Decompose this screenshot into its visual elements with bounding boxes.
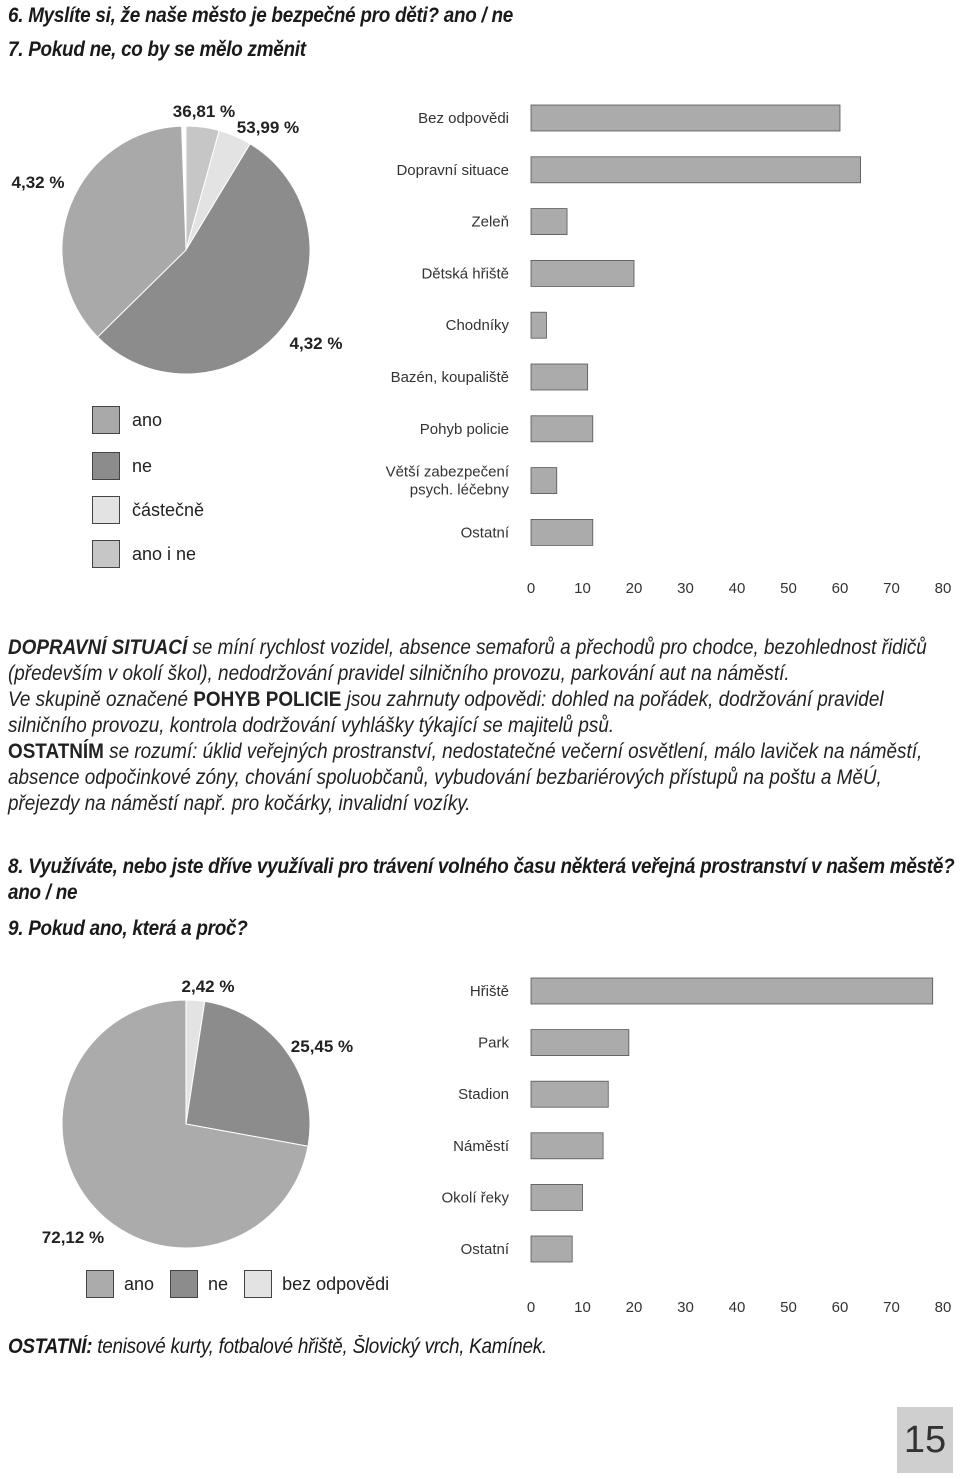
bar2-tick-6: 60 xyxy=(831,1299,849,1316)
paragraph-2-intro: Ve skupině označené xyxy=(8,688,194,711)
bar2-tick-8: 80 xyxy=(934,1299,952,1316)
legend2-label-bez-odpovedi: bez odpovědi xyxy=(282,1273,390,1294)
pie2-label-0: 72,12 % xyxy=(41,1228,105,1247)
bar1-category-4: Chodníky xyxy=(445,317,509,335)
pie2-label-1: 25,45 % xyxy=(290,1037,354,1056)
legend2-label-ne: ne xyxy=(208,1273,229,1294)
bar1-tick-3: 30 xyxy=(677,580,694,597)
bar2-category-4: Okolí řeky xyxy=(441,1189,509,1207)
bar2-category-3: Náměstí xyxy=(453,1137,509,1155)
bar2-bar-4 xyxy=(531,1184,583,1210)
pie1-label-0: 36,81 % xyxy=(172,102,236,121)
legend2-swatch-bez-odpovedi xyxy=(244,1270,272,1298)
legend2-item-ne xyxy=(170,1270,228,1298)
bar1-category-0: Bez odpovědi xyxy=(418,110,509,127)
legend2-item-bez-odpovedi xyxy=(244,1270,389,1298)
bar2-category-1: Park xyxy=(478,1034,509,1052)
paragraph-1-text: se míní rychlost vozidel, absence semaforů a přechodů pro chodce, bezohlednost řidičů (především v okolí škol), nedodržování pravidel silničního provozu, parkování aut na náměstí. xyxy=(8,636,927,685)
bar1-category-7: Větší zabezpečení xyxy=(385,463,509,481)
legend2-swatch-ano xyxy=(86,1270,114,1298)
term-ostatnim: OSTATNÍM xyxy=(8,740,104,763)
term-dopravni-situaci: DOPRAVNÍ SITUACÍ xyxy=(8,636,188,659)
bar2-tick-0: 0 xyxy=(526,1299,536,1316)
bar1-category-7-line1: psych. léčebny xyxy=(409,481,509,499)
bar2-bar-0 xyxy=(531,978,933,1004)
bar2-tick-7: 70 xyxy=(883,1299,900,1316)
question-8-text: 8. Využíváte, nebo jste dříve využívali pro trávení volného času některá veřejná prostranství v našem městě? xyxy=(8,855,955,878)
legend-label-castecne: částečně xyxy=(132,499,205,520)
bar1-category-8: Ostatní xyxy=(460,524,509,542)
bar1-category-2: Zeleň xyxy=(471,213,509,231)
pie1-label-2: 4,32 % xyxy=(289,334,343,353)
bar2-category-0: Hřiště xyxy=(469,983,509,1000)
bar1-category-6: Pohyb policie xyxy=(419,420,509,438)
legend-label-ne: ne xyxy=(132,455,153,476)
bar1-category-1: Dopravní situace xyxy=(396,161,509,179)
bar1-tick-5: 50 xyxy=(780,580,797,597)
legend-public-spaces xyxy=(86,1270,405,1298)
bar1-tick-8: 80 xyxy=(934,580,952,597)
paragraph-2-text: jsou zahrnuty odpovědi: dohled na pořádek, dodržování pravidel silničního provozu, kontrola dodržování vyhlášky týkající se majitelů psů. xyxy=(8,688,884,737)
bar2-tick-2: 20 xyxy=(625,1299,643,1316)
bar2-bar-5 xyxy=(531,1236,572,1262)
footer-note xyxy=(8,1335,547,1359)
legend2-swatch-ne xyxy=(170,1270,198,1298)
legend-label-ano-i-ne: ano i ne xyxy=(132,543,197,564)
bar2-bar-3 xyxy=(531,1133,603,1159)
bar1-tick-0: 0 xyxy=(526,580,536,597)
question-7: 7. Pokud ne, co by se mělo změnit xyxy=(8,38,306,61)
bar2-tick-5: 50 xyxy=(780,1299,797,1316)
term-pohyb-policie: POHYB POLICIE xyxy=(193,688,342,711)
question-9: 9. Pokud ano, která a proč? xyxy=(8,917,248,940)
footer-note-text: tenisové kurty, fotbalové hřiště, Šlovický vrch, Kamínek. xyxy=(92,1335,547,1358)
bar2-category-2: Stadion xyxy=(458,1086,509,1104)
bar2-category-5: Ostatní xyxy=(460,1241,509,1258)
bar2-tick-1: 10 xyxy=(574,1299,591,1316)
page-number: 15 xyxy=(897,1407,953,1473)
question-8-options: ano / ne xyxy=(8,881,78,904)
bar1-category-3: Dětská hřiště xyxy=(421,265,509,283)
bar1-tick-6: 60 xyxy=(831,580,849,597)
bar1-tick-2: 20 xyxy=(625,580,643,597)
legend-label-ano: ano xyxy=(132,409,163,430)
question-6: 6. Myslíte si, že naše město je bezpečné pro děti? ano / ne xyxy=(8,4,514,27)
footer-note-label: OSTATNÍ: xyxy=(8,1335,93,1358)
bar1-tick-4: 40 xyxy=(728,580,746,597)
pie1-label-1: 53,99 % xyxy=(236,118,300,137)
bar2-bar-1 xyxy=(531,1030,629,1056)
pie2-label-2: 2,42 % xyxy=(181,977,235,996)
bar1-tick-1: 10 xyxy=(574,580,591,597)
paragraph-3-text: se rozumí: úklid veřejných prostranství, nedostatečné večerní osvětlení, málo laviček na náměstí, absence odpočinkové zóny, chování spoluobčanů, vybudování bezbariérových přístupů na poštu a MěÚ, přejezdy na náměstí např. pro kočárky, invalidní vozíky. xyxy=(8,740,923,815)
bar2-tick-3: 30 xyxy=(677,1299,694,1316)
bar2-tick-4: 40 xyxy=(728,1299,746,1316)
legend2-label-ano: ano xyxy=(124,1273,155,1294)
legend2-item-ano xyxy=(86,1270,154,1298)
bar1-category-5: Bazén, koupaliště xyxy=(390,369,509,386)
bar1-tick-7: 70 xyxy=(883,580,900,597)
bar2-bar-2 xyxy=(531,1081,608,1107)
pie1-label-3: 4,32 % xyxy=(11,173,65,192)
